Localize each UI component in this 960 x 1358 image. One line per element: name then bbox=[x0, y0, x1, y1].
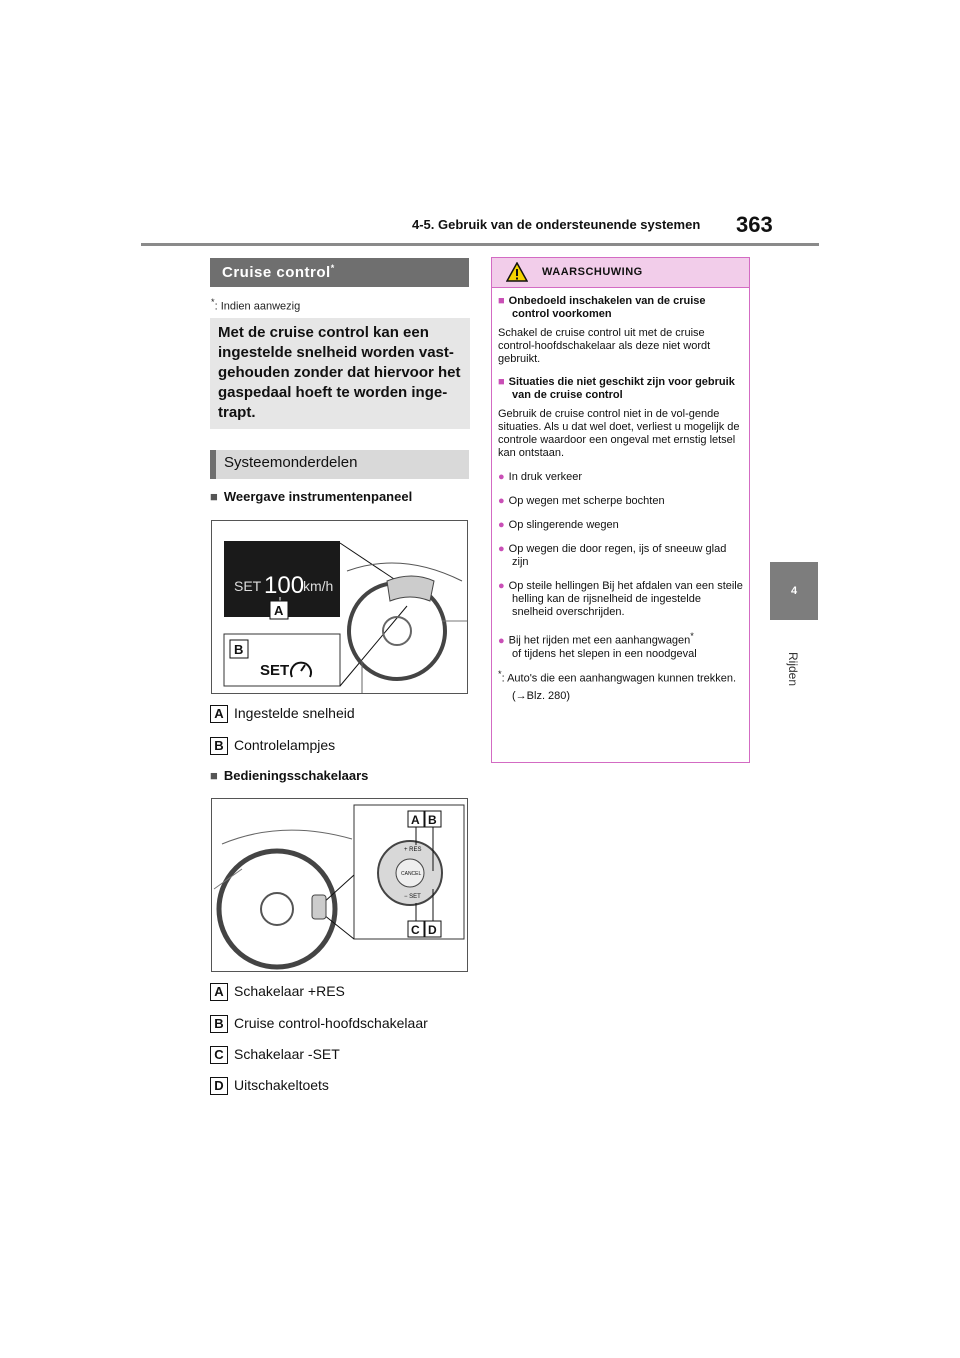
instrument-panel-figure bbox=[211, 520, 468, 694]
switches-heading-text: Bedieningsschakelaars bbox=[223, 768, 369, 783]
display-label-b bbox=[210, 737, 335, 755]
switch-label-d bbox=[210, 1077, 329, 1095]
svg-text:A: A bbox=[411, 813, 420, 827]
title-mark: * bbox=[330, 263, 335, 273]
warning-footnote: *: Auto's die een aanhangwagen kunnen trekken. (→Blz. 280) bbox=[498, 668, 737, 703]
chapter-label-text: Rijden bbox=[786, 651, 801, 687]
section-title-text: Cruise control bbox=[222, 264, 331, 281]
instrument-panel-illustration bbox=[212, 521, 468, 694]
warning-body bbox=[492, 288, 749, 705]
label-letter: A bbox=[210, 705, 228, 723]
chapter-title: 4-5. Gebruik van de ondersteunende systemen bbox=[412, 217, 701, 232]
display-set-text: SET bbox=[234, 578, 262, 594]
section-title bbox=[210, 258, 469, 287]
svg-text:D: D bbox=[428, 923, 437, 937]
label-letter: C bbox=[210, 1046, 228, 1064]
note-mark: * bbox=[498, 668, 502, 679]
warning-triangle-icon bbox=[506, 262, 528, 282]
label-text: Schakelaar +RES bbox=[234, 983, 345, 999]
display-unit-text: km/h bbox=[303, 578, 334, 594]
display-label-a bbox=[210, 705, 355, 723]
warning-list-item: ● Bij het rijden met een aanhangwagen* of tijdens het slepen in een noodgeval bbox=[498, 631, 697, 660]
switch-label-b bbox=[210, 1015, 428, 1033]
footnote-text: : Indien aanwezig bbox=[214, 300, 301, 313]
switches-heading: ■ Bedieningsschakelaars bbox=[210, 768, 369, 783]
svg-text:B: B bbox=[428, 813, 437, 827]
warning-subheading: ■ Situaties die niet geschikt zijn voor gebruik van de cruise control bbox=[498, 376, 735, 401]
warning-text: Schakel de cruise control uit met de cruise control-hoofdschakelaar als deze niet wordt gebruikt. bbox=[498, 327, 711, 365]
page-number: 363 bbox=[736, 212, 773, 237]
display-heading: ■ Weergave instrumentenpaneel bbox=[210, 489, 413, 504]
svg-text:B: B bbox=[234, 642, 244, 657]
switch-label-a bbox=[210, 983, 345, 1001]
label-text: Ingestelde snelheid bbox=[234, 705, 355, 721]
availability-footnote bbox=[211, 297, 300, 313]
label-letter: A bbox=[210, 983, 228, 1001]
display-heading-text: Weergave instrumentenpaneel bbox=[223, 489, 413, 504]
footnote-mark: * bbox=[211, 297, 215, 307]
components-title: Systeemonderdelen bbox=[210, 450, 469, 479]
warning-header bbox=[492, 258, 749, 288]
svg-text:C: C bbox=[411, 923, 420, 937]
intro-box: Met de cruise control kan een ingestelde snelheid worden vast-gehouden zonder dat hiervoor het gaspedaal hoeft te worden inge-trapt. bbox=[210, 318, 470, 429]
label-text: Cruise control-hoofdschakelaar bbox=[234, 1015, 428, 1031]
header-rule bbox=[141, 243, 819, 246]
switch-label-c bbox=[210, 1046, 340, 1064]
label-letter: B bbox=[210, 737, 228, 755]
warning-subheading: ■ Onbedoeld inschakelen van de cruise control voorkomen bbox=[498, 295, 706, 320]
res-text: + RES bbox=[404, 847, 422, 853]
cancel-text: CANCEL bbox=[401, 871, 422, 877]
warning-list-item: ● In druk verkeer bbox=[498, 471, 583, 483]
label-text: Uitschakeltoets bbox=[234, 1077, 329, 1093]
label-text: Controlelampjes bbox=[234, 737, 336, 753]
label-text: Schakelaar -SET bbox=[234, 1046, 340, 1062]
warning-list-item: ● Op wegen met scherpe bochten bbox=[498, 495, 665, 507]
label-letter: D bbox=[210, 1077, 228, 1095]
label-letter: B bbox=[210, 1015, 228, 1033]
warning-list-item: ● Op steile hellingen Bij het afdalen van een steile helling kan de rijsnelheid de ingestelde snelheid overschrijden. bbox=[498, 580, 743, 618]
warning-box bbox=[491, 257, 750, 763]
display-speed-text: 100 bbox=[264, 572, 305, 599]
item-mark: * bbox=[690, 631, 694, 641]
item-continuation: of tijdens het slepen in een noodgeval bbox=[512, 647, 697, 660]
chapter-tab: 4 bbox=[770, 562, 818, 620]
indicator-set-text: SET bbox=[260, 662, 290, 679]
steering-switches-figure bbox=[211, 798, 468, 972]
svg-text:A: A bbox=[274, 603, 284, 618]
chapter-tab-label bbox=[780, 650, 808, 690]
warning-list-item: ● Op wegen die door regen, ijs of sneeuw glad zijn bbox=[498, 543, 727, 568]
warning-list-item: ● Op slingerende wegen bbox=[498, 519, 619, 531]
steering-switches-illustration bbox=[212, 799, 468, 972]
set-text: − SET bbox=[404, 894, 421, 900]
warning-title: WAARSCHUWING bbox=[542, 266, 643, 278]
warning-text: Gebruik de cruise control niet in de vol-gende situaties. Als u dat wel doet, verliest u mogelijk de controle waardoor een ongeval met ernstig letsel kan ontstaan. bbox=[498, 408, 740, 459]
